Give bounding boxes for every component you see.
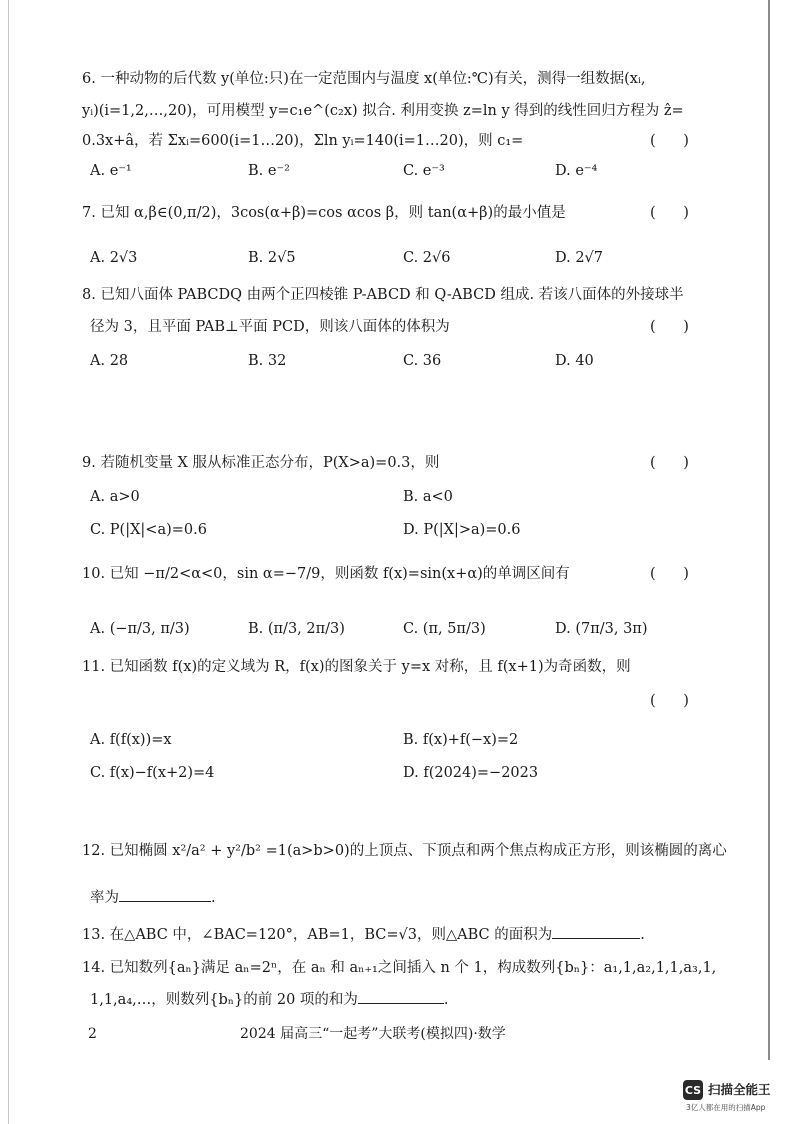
q9-option-a: A. a>0: [90, 489, 140, 505]
q11-option-b: B. f(x)+f(−x)=2: [403, 732, 519, 748]
q7-option-d: D. 2√7: [555, 250, 604, 266]
q11-option-a: A. f(f(x))=x: [90, 732, 172, 748]
page-right-edge: [768, 0, 770, 1060]
q8-line2: 径为 3，且平面 PAB⊥平面 PCD，则该八面体的体积为: [90, 319, 450, 335]
q7-answer-paren: ( ): [650, 205, 689, 221]
q6-option-c: C. e⁻³: [403, 163, 445, 179]
page-number: 2: [88, 1026, 97, 1042]
exam-title: 2024 届高三“一起考”大联考(模拟四)·数学: [240, 1026, 506, 1042]
q11-answer-paren: ( ): [650, 693, 689, 709]
q12-answer-blank[interactable]: [119, 887, 211, 902]
q8-option-a: A. 28: [90, 353, 129, 369]
q14-line2: [90, 989, 449, 1011]
q11-option-c: C. f(x)−f(x+2)=4: [90, 765, 215, 781]
q9-answer-paren: ( ): [650, 455, 689, 471]
q11-option-d: D. f(2024)=−2023: [403, 765, 539, 781]
q8-line1: 8. 已知八面体 PABCDQ 由两个正四棱锥 P-ABCD 和 Q-ABCD 组成. 若该八面体的外接球半: [82, 287, 684, 303]
page-edge: [8, 0, 9, 1124]
q13-line1: [82, 924, 645, 946]
q8-option-c: C. 36: [403, 353, 442, 369]
q14-line1: 14. 已知数列{aₙ}满足 aₙ=2ⁿ，在 aₙ 和 aₙ₊₁之间插入 n 个 1，构成数列{bₙ}：a₁,1,a₂,1,1,a₃,1,: [82, 960, 717, 976]
q11-line1: 11. 已知函数 f(x)的定义域为 R，f(x)的图象关于 y=x 对称，且 f(x+1)为奇函数，则: [82, 659, 631, 675]
q13-line1-text: 13. 在△ABC 中，∠BAC=120°，AB=1，BC=√3，则△ABC 的面积为: [82, 927, 553, 943]
q6-line3: 0.3x+â，若 Σxᵢ=600(i=1…20)，Σln yᵢ=140(i=1…20)，则 c₁=: [82, 133, 524, 149]
camscanner-logo-icon: CS: [683, 1080, 703, 1100]
q10-option-b: B. (π/3, 2π/3): [248, 621, 345, 637]
q10-option-d: D. (7π/3, 3π): [555, 621, 648, 637]
q9-option-d: D. P(|X|>a)=0.6: [403, 522, 521, 538]
q8-answer-paren: ( ): [650, 319, 689, 335]
q10-line1: 10. 已知 −π/2<α<0，sin α=−7/9，则函数 f(x)=sin(x+α)的单调区间有: [82, 566, 570, 582]
q12-line1: 12. 已知椭圆 x²/a² + y²/b² =1(a>b>0)的上顶点、下顶点和两个焦点构成正方形，则该椭圆的离心: [82, 843, 727, 859]
q7-option-b: B. 2√5: [248, 250, 296, 266]
q6-option-d: D. e⁻⁴: [555, 163, 598, 179]
q12-line-end: .: [211, 890, 216, 906]
q14-answer-blank[interactable]: [358, 989, 444, 1004]
q9-option-b: B. a<0: [403, 489, 453, 505]
q7-option-c: C. 2√6: [403, 250, 451, 266]
watermark-app-name: 扫描全能王: [708, 1082, 771, 1097]
q10-option-a: A. (−π/3, π/3): [90, 621, 190, 637]
q7-line1: 7. 已知 α,β∈(0,π/2)，3cos(α+β)=cos αcos β，则 tan(α+β)的最小值是: [82, 205, 566, 221]
q12-line2-text: 率为: [90, 890, 119, 906]
q12-line2: [90, 887, 216, 909]
watermark-slogan: 3亿人都在用的扫描App: [686, 1103, 766, 1112]
q9-line1: 9. 若随机变量 X 服从标准正态分布，P(X>a)=0.3，则: [82, 455, 440, 471]
q13-line-end: .: [640, 927, 645, 943]
q6-line2: yᵢ)(i=1,2,…,20)，可用模型 y=c₁e^(c₂x) 拟合. 利用变换 z=ln y 得到的线性回归方程为 ẑ=: [82, 103, 684, 119]
q9-option-c: C. P(|X|<a)=0.6: [90, 522, 207, 538]
q6-line1: 6. 一种动物的后代数 y(单位:只)在一定范围内与温度 x(单位:℃)有关，测得一组数据(xᵢ,: [82, 71, 646, 87]
q14-line-end: .: [443, 992, 449, 1008]
q8-option-b: B. 32: [248, 353, 287, 369]
q14-line2-text: 1,1,a₄,…，则数列{bₙ}的前 20 项的和为: [90, 992, 358, 1008]
q10-answer-paren: ( ): [650, 566, 689, 582]
q13-answer-blank[interactable]: [552, 924, 640, 939]
q6-answer-paren: ( ): [650, 133, 689, 149]
q10-option-c: C. (π, 5π/3): [403, 621, 486, 637]
q8-option-d: D. 40: [555, 353, 594, 369]
q6-option-b: B. e⁻²: [248, 163, 290, 179]
q7-option-a: A. 2√3: [90, 250, 138, 266]
q6-option-a: A. e⁻¹: [90, 163, 132, 179]
